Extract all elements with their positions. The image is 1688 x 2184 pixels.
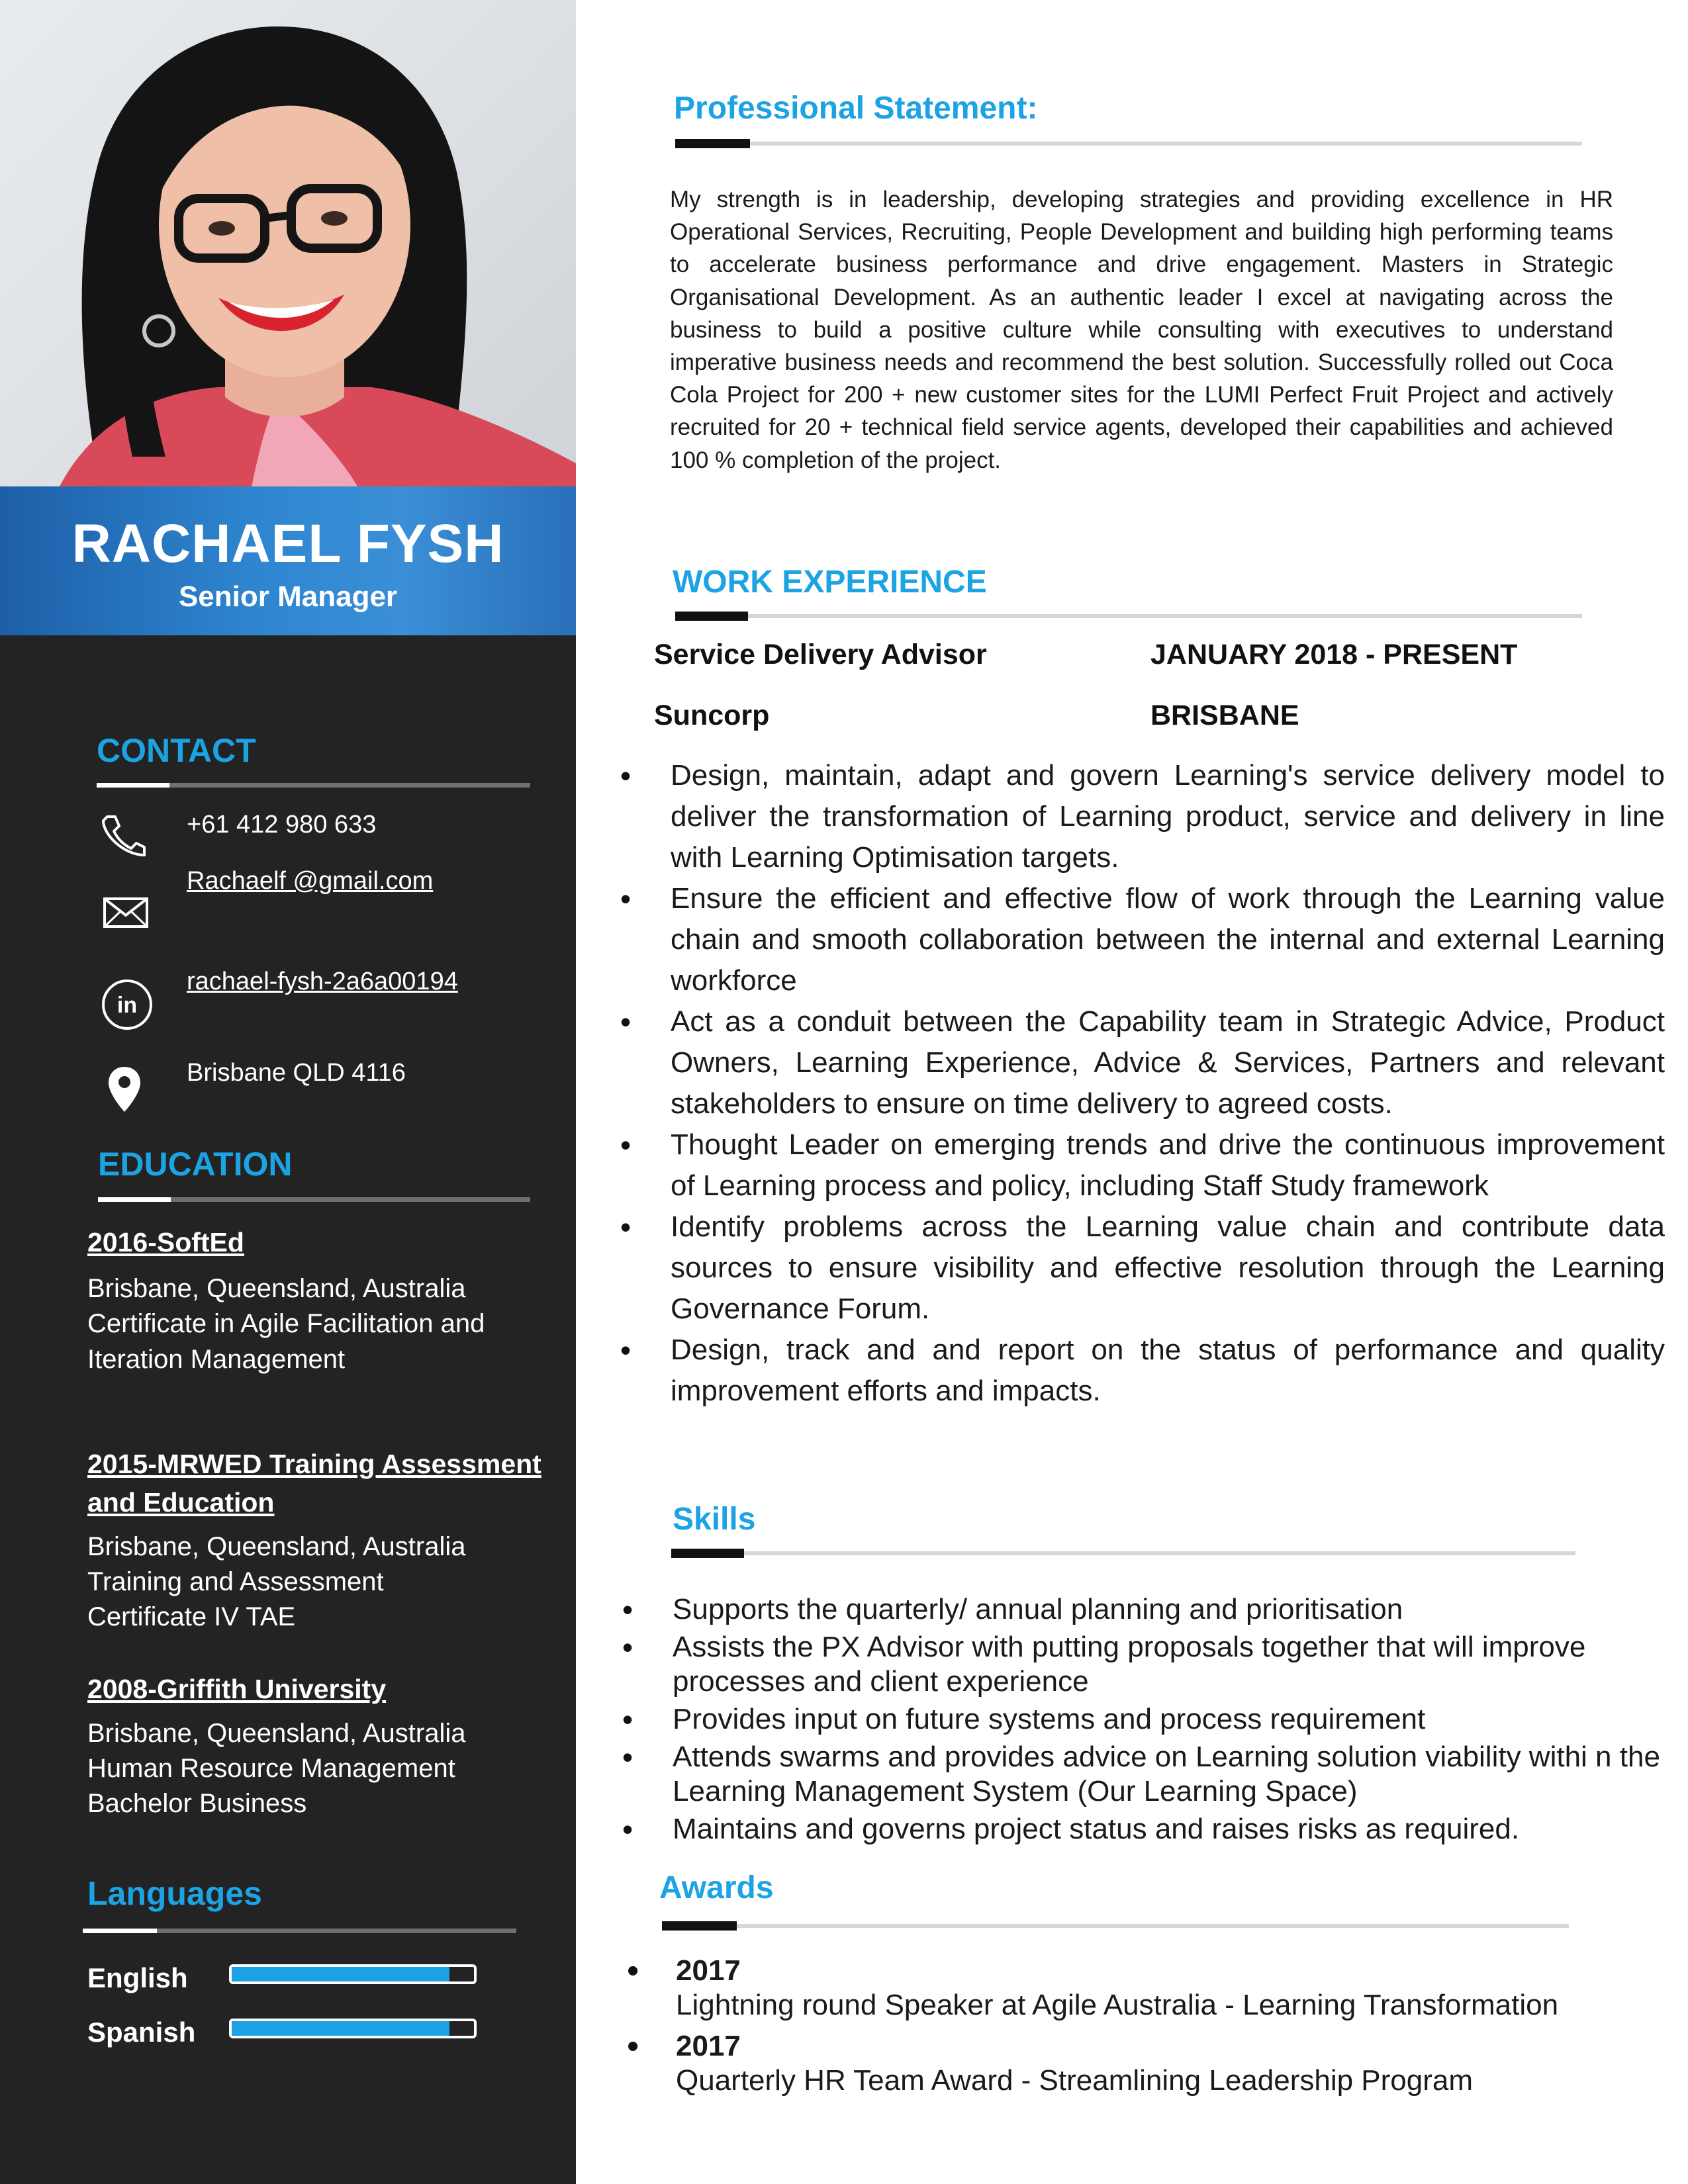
languages-rule-accent — [83, 1929, 157, 1933]
languages-heading: Languages — [87, 1875, 262, 1912]
work-bullet: • Ensure the efficient and effective flow of work through the Learning value chain and smooth collaboration between the internal and external Learning workforce — [671, 878, 1665, 1001]
language-level-bar — [229, 1964, 477, 1984]
language-level-fill — [232, 1967, 449, 1981]
candidate-name: RACHAEL FYSH — [71, 514, 504, 574]
education-item-location: Brisbane, Queensland, Australia — [87, 1274, 466, 1303]
contact-rule-accent — [97, 783, 169, 788]
education-item-title: 2016-SoftEd — [87, 1227, 244, 1257]
portrait-illustration — [0, 0, 576, 486]
awards-list — [676, 1954, 1616, 2105]
education-heading: EDUCATION — [98, 1146, 293, 1183]
skill-item: • Provides input on future systems and process requirement — [673, 1702, 1676, 1737]
awards-rule — [662, 1924, 1569, 1928]
skills-rule — [671, 1551, 1575, 1555]
skills-heading: Skills — [673, 1502, 756, 1537]
education-item-title: 2015-MRWED Training Assessment and Education — [87, 1449, 541, 1518]
work-rule — [675, 614, 1582, 618]
language-name: Spanish — [87, 2017, 196, 2048]
education-item-detail: Bachelor Business — [87, 1789, 307, 1818]
contact-heading: CONTACT — [97, 732, 256, 769]
awards-heading: Awards — [659, 1870, 774, 1905]
education-item-location: Brisbane, Queensland, Australia — [87, 1532, 466, 1561]
work-rule-accent — [675, 612, 748, 621]
skills-rule-accent — [671, 1549, 744, 1558]
award-description: Lightning round Speaker at Agile Australia - Learning Transformation — [676, 1989, 1559, 2021]
education-item-detail: Training and Assessment — [87, 1567, 384, 1596]
skill-item: • Supports the quarterly/ annual planning and prioritisation — [673, 1592, 1676, 1627]
statement-heading: Professional Statement: — [674, 91, 1038, 126]
contact-linkedin[interactable]: rachael-fysh-2a6a00194 — [187, 968, 458, 995]
education-item-detail: Certificate in Agile Facilitation and Iteration Management — [87, 1309, 485, 1374]
job-location: BRISBANE — [1150, 700, 1299, 731]
language-name: English — [87, 1962, 188, 1993]
skills-list — [673, 1592, 1676, 1850]
education-item-title: 2008-Griffith University — [87, 1674, 387, 1704]
svg-text:in: in — [117, 993, 138, 1018]
award-description: Quarterly HR Team Award - Streamlining Leadership Program — [676, 2064, 1474, 2097]
professional-statement: My strength is in leadership, developing strategies and providing excellence in HR Operational Services, Recruiting, People Development and building high performing teams to accelerate business performance and drive engagement. Masters in Strategic Organisational Development. As an authentic leader I excel at navigating across the business to build a positive culture while consulting with executives to understand imperative business needs and recommend the best solution. Successfully rolled out Coca Cola Project for 200 + new customer sites for the LUMI Perfect Fruit Project and actively recruited for 20 + technical field service agents, developed their capabilities and achieved 100 % completion of the project. — [670, 187, 1613, 473]
job-company: Suncorp — [654, 700, 770, 731]
work-bullet: • Identify problems across the Learning value chain and contribute data sources to ensure visibility and effective resolution through the Learning Governance Forum. — [671, 1206, 1665, 1330]
work-bullet: • Thought Leader on emerging trends and drive the continuous improvement of Learning process and policy, including Staff Study framework — [671, 1124, 1665, 1206]
education-rule-accent — [98, 1197, 171, 1202]
education-item-detail: Human Resource Management — [87, 1754, 455, 1783]
award-year: • 2017 — [676, 2030, 741, 2062]
job-dates: JANUARY 2018 - PRESENT — [1150, 639, 1518, 670]
education-item-location: Brisbane, Queensland, Australia — [87, 1719, 466, 1748]
work-bullet-list — [671, 755, 1665, 1412]
award-item — [676, 2029, 1616, 2098]
job-role: Service Delivery Advisor — [654, 639, 987, 670]
work-bullet: • Design, track and and report on the status of performance and quality improvement efforts and impacts. — [671, 1330, 1665, 1412]
contact-phone: +61 412 980 633 — [187, 811, 377, 839]
education-item-detail: Certificate IV TAE — [87, 1602, 296, 1631]
linkedin-icon[interactable] — [101, 978, 154, 1031]
award-item — [676, 1954, 1616, 2023]
phone-icon — [99, 813, 147, 860]
work-heading: WORK EXPERIENCE — [673, 565, 987, 600]
skill-item: • Maintains and governs project status and raises risks as required. — [673, 1812, 1676, 1846]
location-pin-icon — [107, 1066, 142, 1113]
statement-rule-accent — [675, 139, 750, 148]
statement-rule — [675, 142, 1582, 146]
language-level-bar — [229, 2019, 477, 2038]
candidate-title: Senior Manager — [178, 580, 398, 613]
work-bullet: • Act as a conduit between the Capability team in Strategic Advice, Product Owners, Learning Experience, Advice & Services, Partners and relevant stakeholders to ensure on time delivery to agreed costs. — [671, 1001, 1665, 1124]
email-icon — [103, 897, 149, 929]
contact-address: Brisbane QLD 4116 — [187, 1059, 406, 1087]
skill-item: • Assists the PX Advisor with putting proposals together that will improve processes and client experience — [673, 1630, 1676, 1699]
language-level-fill — [232, 2021, 449, 2036]
contact-email[interactable]: Rachaelf @gmail.com — [187, 867, 434, 895]
award-year: • 2017 — [676, 1954, 741, 1987]
profile-photo — [0, 0, 576, 486]
skill-item: • Attends swarms and provides advice on Learning solution viability withi n the Learning Management System (Our Learning Space) — [673, 1740, 1676, 1809]
work-bullet: • Design, maintain, adapt and govern Learning's service delivery model to deliver the transformation of Learning product, service and delivery in line with Learning Optimisation targets. — [671, 755, 1665, 878]
awards-rule-accent — [662, 1921, 737, 1931]
